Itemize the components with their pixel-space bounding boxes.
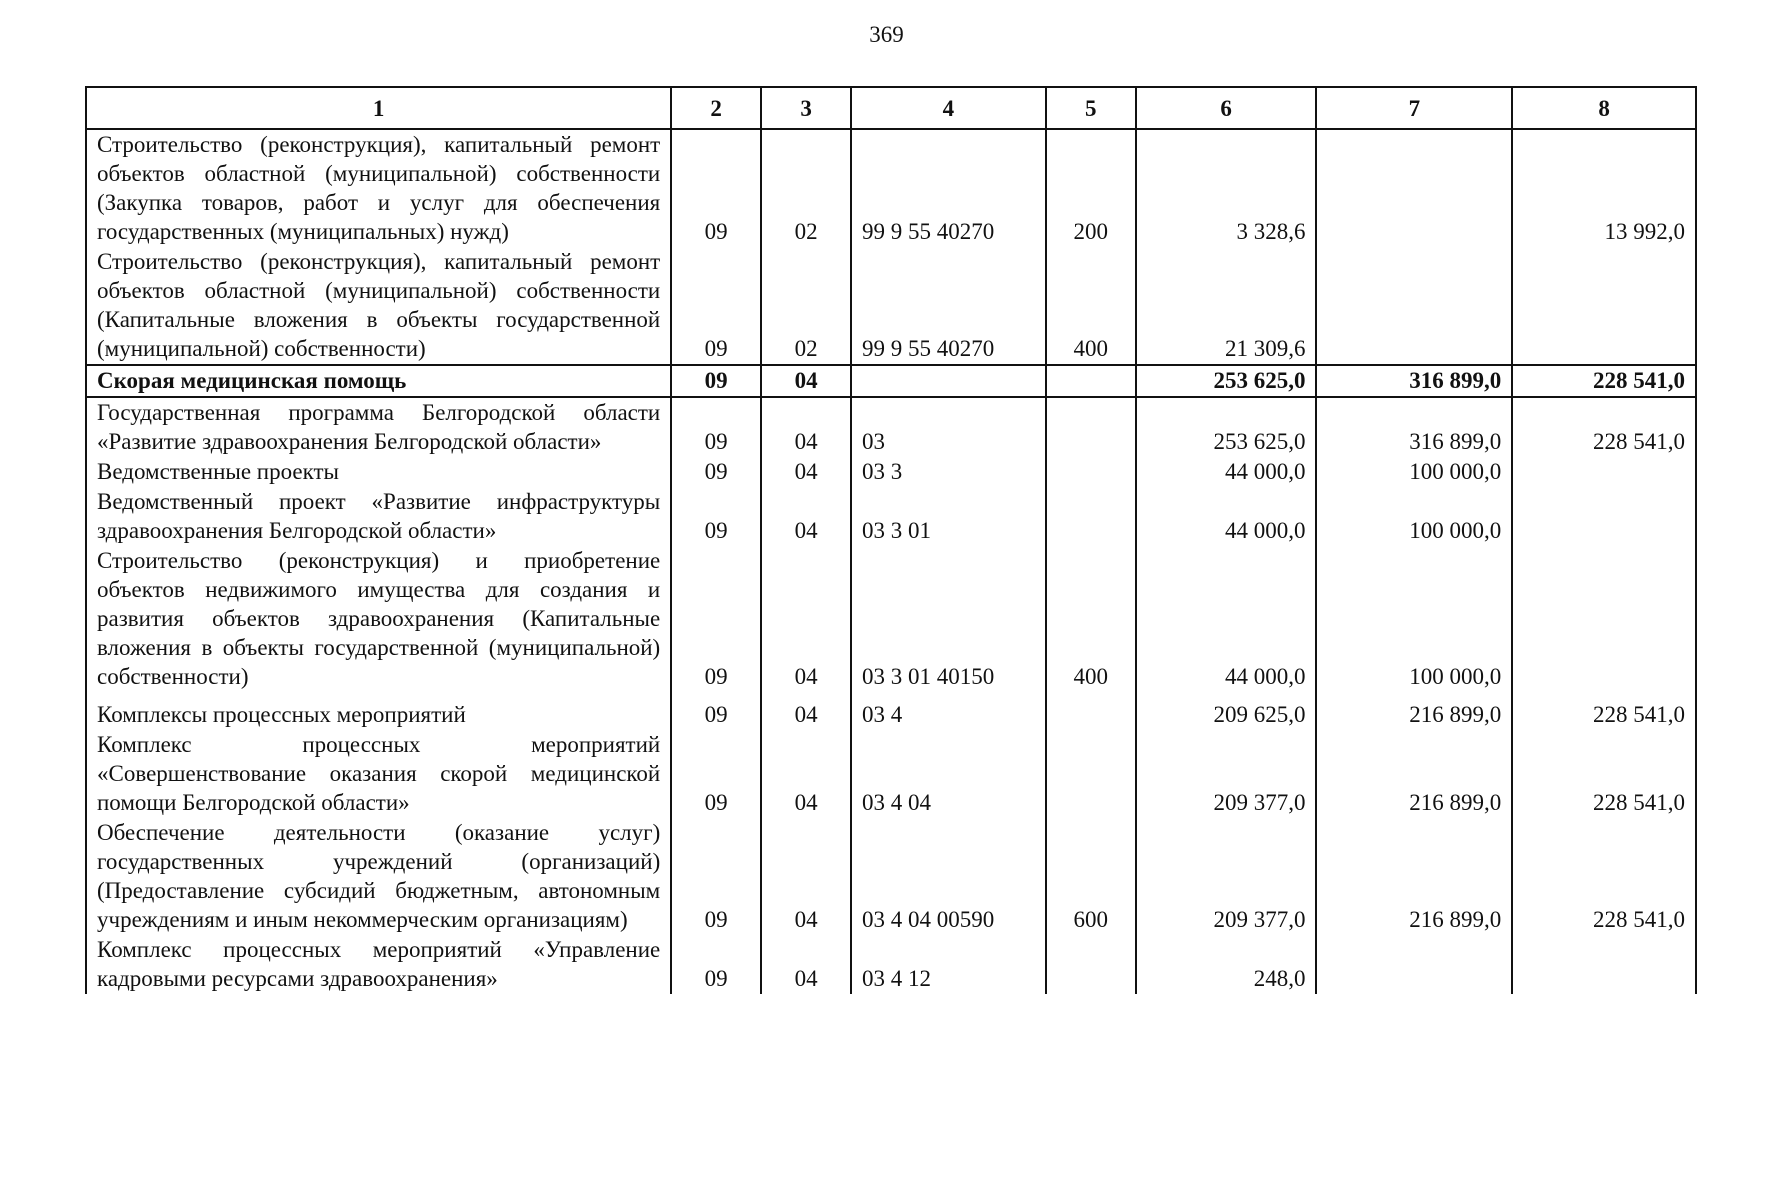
header-col-1: 1: [86, 87, 671, 129]
row-expense-type: 200: [1046, 129, 1136, 247]
row-expense-type: 400: [1046, 247, 1136, 365]
header-row: [86, 87, 1696, 129]
row-section-code: 09: [671, 247, 761, 365]
row-amount-col6: 209 377,0: [1136, 818, 1317, 935]
row-name: Строительство (реконструкция) и приобретение объектов недвижимого имущества для создания и развития объектов здравоохранения (Капитальные вложения в объекты государственной (муниципальной) собственности): [86, 546, 671, 692]
table-row: [86, 457, 1696, 487]
row-section-code: 09: [671, 365, 761, 397]
row-name: Комплекс процессных мероприятий «Совершенствование оказания скорой медицинской помощи Белгородской области»: [86, 730, 671, 818]
row-amount-col6: 44 000,0: [1136, 457, 1317, 487]
table-row: [86, 129, 1696, 247]
row-amount-col8: 228 541,0: [1512, 700, 1696, 730]
row-amount-col7: 100 000,0: [1316, 546, 1512, 692]
header-col-3: 3: [761, 87, 851, 129]
row-amount-col7: 100 000,0: [1316, 457, 1512, 487]
table-row: [86, 818, 1696, 935]
row-subsection-code: 02: [761, 247, 851, 365]
row-amount-col7: [1316, 247, 1512, 365]
row-name: Строительство (реконструкция), капитальный ремонт объектов областной (муниципальной) собственности (Капитальные вложения в объекты государственной (муниципальной) собственности): [86, 247, 671, 365]
row-amount-col7: 316 899,0: [1316, 365, 1512, 397]
row-amount-col7: [1316, 935, 1512, 994]
header-col-5: 5: [1046, 87, 1136, 129]
row-name: Ведомственные проекты: [86, 457, 671, 487]
row-expense-type: [1046, 457, 1136, 487]
row-target-article: 03 3: [851, 457, 1046, 487]
row-amount-col8: 13 992,0: [1512, 129, 1696, 247]
header-col-8: 8: [1512, 87, 1696, 129]
row-amount-col6: 209 625,0: [1136, 700, 1317, 730]
section-title: Скорая медицинская помощь: [86, 365, 671, 397]
row-section-code: 09: [671, 546, 761, 692]
row-subsection-code: 04: [761, 730, 851, 818]
row-target-article: 03: [851, 397, 1046, 457]
row-subsection-code: 04: [761, 457, 851, 487]
table-row: [86, 247, 1696, 365]
row-subsection-code: 04: [761, 818, 851, 935]
row-target-article: 03 3 01: [851, 487, 1046, 546]
header-col-2: 2: [671, 87, 761, 129]
row-name: Государственная программа Белгородской области «Развитие здравоохранения Белгородской области»: [86, 397, 671, 457]
row-expense-type: [1046, 700, 1136, 730]
row-amount-col7: 216 899,0: [1316, 700, 1512, 730]
row-name: Строительство (реконструкция), капитальный ремонт объектов областной (муниципальной) собственности (Закупка товаров, работ и услуг для обеспечения государственных (муниципальных) нужд): [86, 129, 671, 247]
row-section-code: 09: [671, 730, 761, 818]
row-amount-col7: [1316, 129, 1512, 247]
row-subsection-code: 04: [761, 546, 851, 692]
row-amount-col8: [1512, 935, 1696, 994]
row-amount-col8: 228 541,0: [1512, 397, 1696, 457]
row-section-code: 09: [671, 487, 761, 546]
row-amount-col7: 216 899,0: [1316, 818, 1512, 935]
row-section-code: 09: [671, 700, 761, 730]
row-target-article: 03 4: [851, 700, 1046, 730]
row-target-article: 03 3 01 40150: [851, 546, 1046, 692]
row-subsection-code: 04: [761, 397, 851, 457]
row-amount-col8: [1512, 546, 1696, 692]
row-amount-col8: [1512, 487, 1696, 546]
table-row: [86, 397, 1696, 457]
table-row: [86, 935, 1696, 994]
row-amount-col8: 228 541,0: [1512, 818, 1696, 935]
row-expense-type: 400: [1046, 546, 1136, 692]
table-row: [86, 546, 1696, 692]
row-expense-type: [1046, 935, 1136, 994]
row-name: Обеспечение деятельности (оказание услуг) государственных учреждений (организаций) (Предоставление субсидий бюджетным, автономным учреждениям и иным некоммерческим организациям): [86, 818, 671, 935]
row-expense-type: [1046, 730, 1136, 818]
row-amount-col8: 228 541,0: [1512, 730, 1696, 818]
table-row: [86, 730, 1696, 818]
row-subsection-code: 04: [761, 935, 851, 994]
row-subsection-code: 02: [761, 129, 851, 247]
row-section-code: 09: [671, 457, 761, 487]
row-subsection-code: 04: [761, 700, 851, 730]
row-amount-col8: 228 541,0: [1512, 365, 1696, 397]
row-expense-type: [1046, 365, 1136, 397]
budget-table: [85, 86, 1697, 994]
row-spacer: [86, 692, 1696, 700]
row-expense-type: [1046, 487, 1136, 546]
row-target-article: 99 9 55 40270: [851, 247, 1046, 365]
row-amount-col8: [1512, 247, 1696, 365]
row-name: Комплексы процессных мероприятий: [86, 700, 671, 730]
row-amount-col6: 209 377,0: [1136, 730, 1317, 818]
row-section-code: 09: [671, 818, 761, 935]
row-target-article: 03 4 04: [851, 730, 1046, 818]
row-name: Комплекс процессных мероприятий «Управление кадровыми ресурсами здравоохранения»: [86, 935, 671, 994]
row-subsection-code: 04: [761, 487, 851, 546]
row-expense-type: 600: [1046, 818, 1136, 935]
header-col-4: 4: [851, 87, 1046, 129]
row-amount-col7: 216 899,0: [1316, 730, 1512, 818]
row-expense-type: [1046, 397, 1136, 457]
table-row: [86, 700, 1696, 730]
row-amount-col7: 100 000,0: [1316, 487, 1512, 546]
row-amount-col8: [1512, 457, 1696, 487]
table-row: [86, 487, 1696, 546]
row-section-code: 09: [671, 935, 761, 994]
row-target-article: 99 9 55 40270: [851, 129, 1046, 247]
row-amount-col6: 248,0: [1136, 935, 1317, 994]
row-target-article: 03 4 04 00590: [851, 818, 1046, 935]
row-name: Ведомственный проект «Развитие инфраструктуры здравоохранения Белгородской области»: [86, 487, 671, 546]
header-col-6: 6: [1136, 87, 1317, 129]
row-section-code: 09: [671, 397, 761, 457]
page-number: 369: [869, 22, 904, 47]
row-amount-col6: 44 000,0: [1136, 487, 1317, 546]
row-amount-col6: 3 328,6: [1136, 129, 1317, 247]
row-amount-col7: 316 899,0: [1316, 397, 1512, 457]
row-amount-col6: 253 625,0: [1136, 397, 1317, 457]
row-amount-col6: 21 309,6: [1136, 247, 1317, 365]
row-target-article: [851, 365, 1046, 397]
section-row: [86, 365, 1696, 397]
row-amount-col6: 253 625,0: [1136, 365, 1317, 397]
row-section-code: 09: [671, 129, 761, 247]
row-subsection-code: 04: [761, 365, 851, 397]
row-amount-col6: 44 000,0: [1136, 546, 1317, 692]
row-target-article: 03 4 12: [851, 935, 1046, 994]
header-col-7: 7: [1316, 87, 1512, 129]
